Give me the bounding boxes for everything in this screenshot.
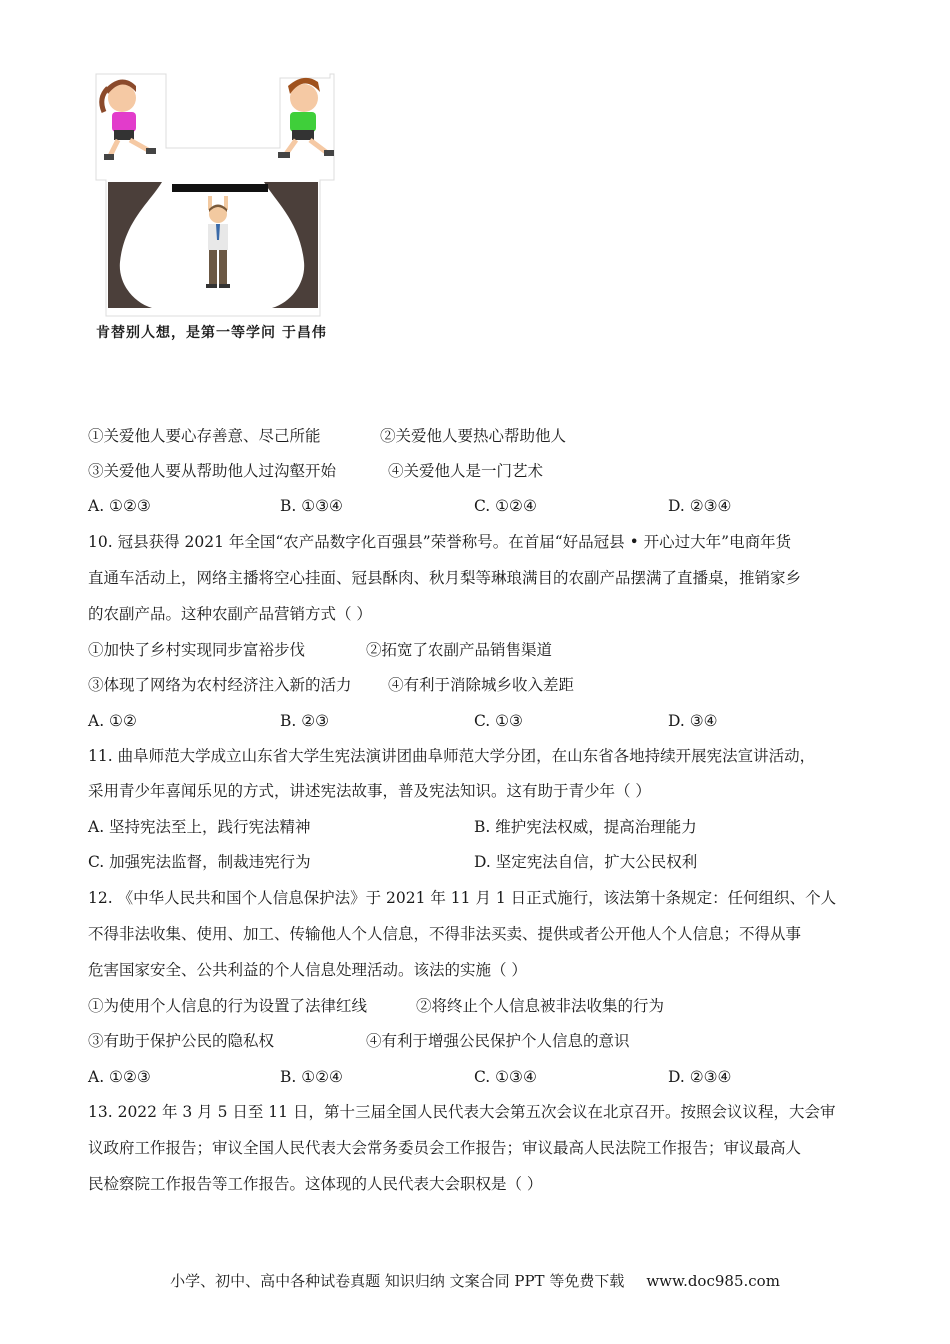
q12-stem-line-2: 不得非法收集、使用、加工、传输他人个人信息，不得非法买卖、提供或者公开他人个人信息；不得从事 bbox=[88, 925, 802, 943]
q12-stem-line-1: 12. 《中华人民共和国个人信息保护法》于 2021 年 11 月 1 日正式施行，该法第十条规定：任何组织、个人 bbox=[88, 889, 837, 907]
q12-choice-a[interactable]: A. ①②③ bbox=[88, 1068, 151, 1086]
q11-stem-line-1: 11. 曲阜师范大学成立山东省大学生宪法演讲团曲阜师范大学分团，在山东省各地持续开展宪法宣讲活动， bbox=[88, 747, 816, 765]
q9-choice-a[interactable]: A. ①②③ bbox=[88, 497, 151, 515]
page-footer bbox=[0, 1270, 950, 1291]
q12-choice-c[interactable]: C. ①③④ bbox=[474, 1068, 537, 1086]
q12-stem-line-3: 危害国家安全、公共利益的个人信息处理活动。该法的实施（ ） bbox=[88, 961, 527, 979]
q10-statement-3: ③体现了网络为农村经济注入新的活力 bbox=[88, 676, 352, 694]
q10-stem-line-2: 直通车活动上，网络主播将空心挂面、冠县酥肉、秋月梨等琳琅满目的农副产品摆满了直播桌，推销家乡 bbox=[88, 569, 802, 587]
plank bbox=[172, 184, 268, 192]
q10-statement-2: ②拓宽了农副产品销售渠道 bbox=[366, 641, 553, 659]
q12-choice-d[interactable]: D. ②③④ bbox=[668, 1068, 732, 1086]
q9-statement-3: ③关爱他人要从帮助他人过沟壑开始 bbox=[88, 462, 337, 480]
q9-choice-d[interactable]: D. ②③④ bbox=[668, 497, 732, 515]
q9-statement-4: ④关爱他人是一门艺术 bbox=[388, 462, 544, 480]
q10-choice-c[interactable]: C. ①③ bbox=[474, 712, 523, 730]
footer-site-link[interactable]: www.doc985.com bbox=[646, 1272, 780, 1290]
q10-statement-4: ④有利于消除城乡收入差距 bbox=[388, 676, 575, 694]
q13-stem-line-3: 民检察院工作报告等工作报告。这体现的人民代表大会职权是（ ） bbox=[88, 1175, 543, 1193]
q10-choice-d[interactable]: D. ③④ bbox=[668, 712, 718, 730]
q9-statement-2: ②关爱他人要热心帮助他人 bbox=[380, 427, 567, 445]
q12-choice-b[interactable]: B. ①②④ bbox=[280, 1068, 343, 1086]
q10-stem-line-1: 10. 冠县获得 2021 年全国“农产品数字化百强县”荣誉称号。在首届“好品冠县 • 开心过大年”电商年货 bbox=[88, 533, 792, 551]
cartoon-svg bbox=[92, 72, 342, 322]
q9-choice-b[interactable]: B. ①③④ bbox=[280, 497, 343, 515]
q9-statement-1: ①关爱他人要心存善意、尽己所能 bbox=[88, 427, 321, 445]
cartoon-caption: 肯替别人想，是第一等学问 于昌伟 bbox=[96, 325, 327, 341]
q12-statement-2: ②将终止个人信息被非法收集的行为 bbox=[416, 997, 665, 1015]
q13-stem-line-1: 13. 2022 年 3 月 5 日至 11 日，第十三届全国人民代表大会第五次会议在北京召开。按照会议议程，大会审 bbox=[88, 1103, 836, 1121]
q12-statement-4: ④有利于增强公民保护个人信息的意识 bbox=[366, 1032, 630, 1050]
footer-text: 小学、初中、高中各种试卷真题 知识归纳 文案合同 PPT 等免费下载 bbox=[170, 1272, 625, 1290]
cartoon-illustration bbox=[92, 72, 342, 322]
q13-stem-line-2: 议政府工作报告；审议全国人民代表大会常务委员会工作报告；审议最高人民法院工作报告；审议最高人 bbox=[88, 1139, 802, 1157]
q11-choice-c[interactable]: C. 加强宪法监督，制裁违宪行为 bbox=[88, 853, 311, 871]
q10-choice-b[interactable]: B. ②③ bbox=[280, 712, 330, 730]
q11-choice-d[interactable]: D. 坚定宪法自信，扩大公民权利 bbox=[474, 853, 698, 871]
q10-stem-line-3: 的农副产品。这种农副产品营销方式（ ） bbox=[88, 605, 372, 623]
q10-statement-1: ①加快了乡村实现同步富裕步伐 bbox=[88, 641, 306, 659]
q10-choice-a[interactable]: A. ①② bbox=[88, 712, 137, 730]
q9-choice-c[interactable]: C. ①②④ bbox=[474, 497, 537, 515]
q11-stem-line-2: 采用青少年喜闻乐见的方式，讲述宪法故事，普及宪法知识。这有助于青少年（ ） bbox=[88, 782, 651, 800]
q11-choice-a[interactable]: A. 坚持宪法至上，践行宪法精神 bbox=[88, 818, 311, 836]
q12-statement-1: ①为使用个人信息的行为设置了法律红线 bbox=[88, 997, 368, 1015]
q11-choice-b[interactable]: B. 维护宪法权威，提高治理能力 bbox=[474, 818, 697, 836]
q12-statement-3: ③有助于保护公民的隐私权 bbox=[88, 1032, 275, 1050]
